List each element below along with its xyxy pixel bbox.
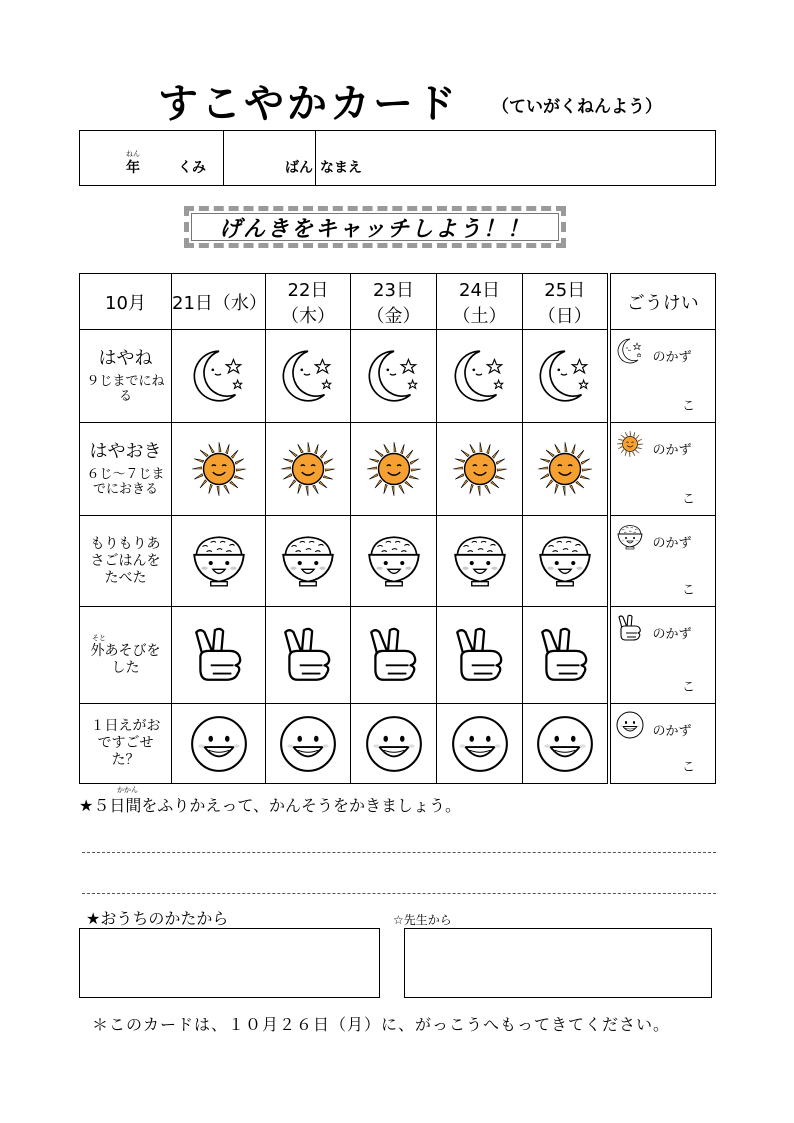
row-label-outdoor-play: そと 外あそびをした (80, 607, 172, 704)
total-header: ごうけい (609, 274, 716, 330)
smile-face-icon (523, 713, 607, 775)
day-cell[interactable] (172, 607, 266, 704)
day-cell[interactable] (351, 607, 437, 704)
peace-hand-icon (523, 624, 607, 686)
day-cell[interactable] (523, 607, 609, 704)
rice-bowl-icon (351, 530, 436, 592)
table-row (80, 607, 716, 704)
home-comment-label: ★おうちのかたから (86, 909, 229, 928)
day-header-2: 22日（木） (266, 274, 351, 330)
day-cell[interactable] (437, 330, 523, 423)
sun-icon (266, 438, 350, 500)
health-check-table (79, 273, 716, 784)
count-label: のかず (652, 350, 692, 365)
reflection-prompt-ruby: かかん (117, 786, 138, 794)
count-unit: こ (681, 760, 695, 775)
name-label: なまえ (320, 160, 362, 176)
day-cell[interactable] (266, 516, 351, 607)
grade-ruby: ねん (126, 150, 140, 158)
day-cell[interactable] (437, 423, 523, 516)
day-cell[interactable] (351, 516, 437, 607)
day-cell[interactable] (266, 607, 351, 704)
smile-face-icon (172, 713, 265, 775)
day-cell[interactable] (351, 704, 437, 784)
day-cell[interactable] (437, 704, 523, 784)
total-cell[interactable] (609, 704, 716, 784)
card-title: すこやかカード (158, 81, 459, 127)
day-cell[interactable] (266, 330, 351, 423)
grade-label: 年 (126, 160, 140, 176)
day-cell[interactable] (437, 516, 523, 607)
moon-icon (615, 336, 645, 366)
rice-bowl-icon (266, 530, 350, 592)
day-cell[interactable] (523, 516, 609, 607)
smile-face-icon (266, 713, 350, 775)
peace-hand-icon (437, 624, 522, 686)
teacher-comment-label: ☆先生から (393, 913, 452, 927)
smile-face-icon (437, 713, 522, 775)
reflection-line-1[interactable] (82, 852, 716, 853)
sun-icon (351, 438, 436, 500)
day-header-1: 21日（水） (172, 274, 266, 330)
month-header: 10月 (80, 274, 172, 330)
moon-icon (172, 345, 265, 407)
sun-icon (523, 438, 607, 500)
teacher-comment-box[interactable] (404, 928, 712, 998)
rice-bowl-icon (172, 530, 265, 592)
day-cell[interactable] (437, 607, 523, 704)
count-unit: こ (681, 583, 695, 598)
day-cell[interactable] (523, 704, 609, 784)
total-cell[interactable] (609, 330, 716, 423)
reflection-prompt: ★５日間をふりかえって、かんそうをかきましょう。 (79, 796, 462, 815)
smile-face-icon (351, 713, 436, 775)
day-header-3: 23日（金） (351, 274, 437, 330)
count-unit: こ (681, 399, 695, 414)
sun-icon (437, 438, 522, 500)
sun-icon (615, 429, 645, 459)
moon-icon (523, 345, 607, 407)
table-row (80, 423, 716, 516)
student-info-box (79, 130, 716, 186)
rice-bowl-icon (523, 530, 607, 592)
return-instruction: ＊このカードは、１０月２６日（月）に、がっこうへもってきてください。 (92, 1015, 671, 1034)
peace-hand-icon (172, 624, 265, 686)
row-label-smile: １日えがおですごせた？ (80, 704, 172, 784)
rice-bowl-icon (437, 530, 522, 592)
row-label-early-rise: はやおき ６じ～７じまでにおきる (80, 423, 172, 516)
day-cell[interactable] (266, 423, 351, 516)
day-cell[interactable] (172, 516, 266, 607)
count-label: のかず (652, 627, 692, 642)
count-unit: こ (681, 680, 695, 695)
sun-icon (172, 438, 265, 500)
day-cell[interactable] (172, 423, 266, 516)
slogan-text: げんきをキャッチしよう！！ (191, 213, 559, 241)
day-cell[interactable] (172, 704, 266, 784)
home-comment-box[interactable] (79, 928, 380, 998)
number-label: ばん (285, 160, 313, 176)
day-cell[interactable] (266, 704, 351, 784)
moon-icon (266, 345, 350, 407)
peace-hand-icon (351, 624, 436, 686)
total-cell[interactable] (609, 516, 716, 607)
class-label: くみ (178, 160, 206, 176)
total-cell[interactable] (609, 423, 716, 516)
peace-hand-icon (615, 613, 645, 643)
day-cell[interactable] (351, 330, 437, 423)
table-row (80, 704, 716, 784)
day-cell[interactable] (523, 423, 609, 516)
total-cell[interactable] (609, 607, 716, 704)
rice-bowl-icon (615, 522, 645, 552)
moon-icon (351, 345, 436, 407)
count-label: のかず (652, 536, 692, 551)
reflection-line-2[interactable] (82, 893, 716, 894)
count-label: のかず (652, 443, 692, 458)
day-cell[interactable] (351, 423, 437, 516)
day-cell[interactable] (172, 330, 266, 423)
moon-icon (437, 345, 522, 407)
card-subtitle: （ていがくねんよう） (492, 97, 662, 117)
peace-hand-icon (266, 624, 350, 686)
row-label-breakfast: もりもりあさごはんをたべた (80, 516, 172, 607)
day-header-5: 25日（日） (523, 274, 609, 330)
row-label-early-bed: はやね ９じまでにねる (80, 330, 172, 423)
smile-face-icon (615, 710, 645, 740)
count-unit: こ (681, 492, 695, 507)
table-row (80, 330, 716, 423)
count-label: のかず (652, 724, 692, 739)
table-row (80, 516, 716, 607)
slogan-banner (184, 206, 566, 248)
day-cell[interactable] (523, 330, 609, 423)
day-header-4: 24日（土） (437, 274, 523, 330)
